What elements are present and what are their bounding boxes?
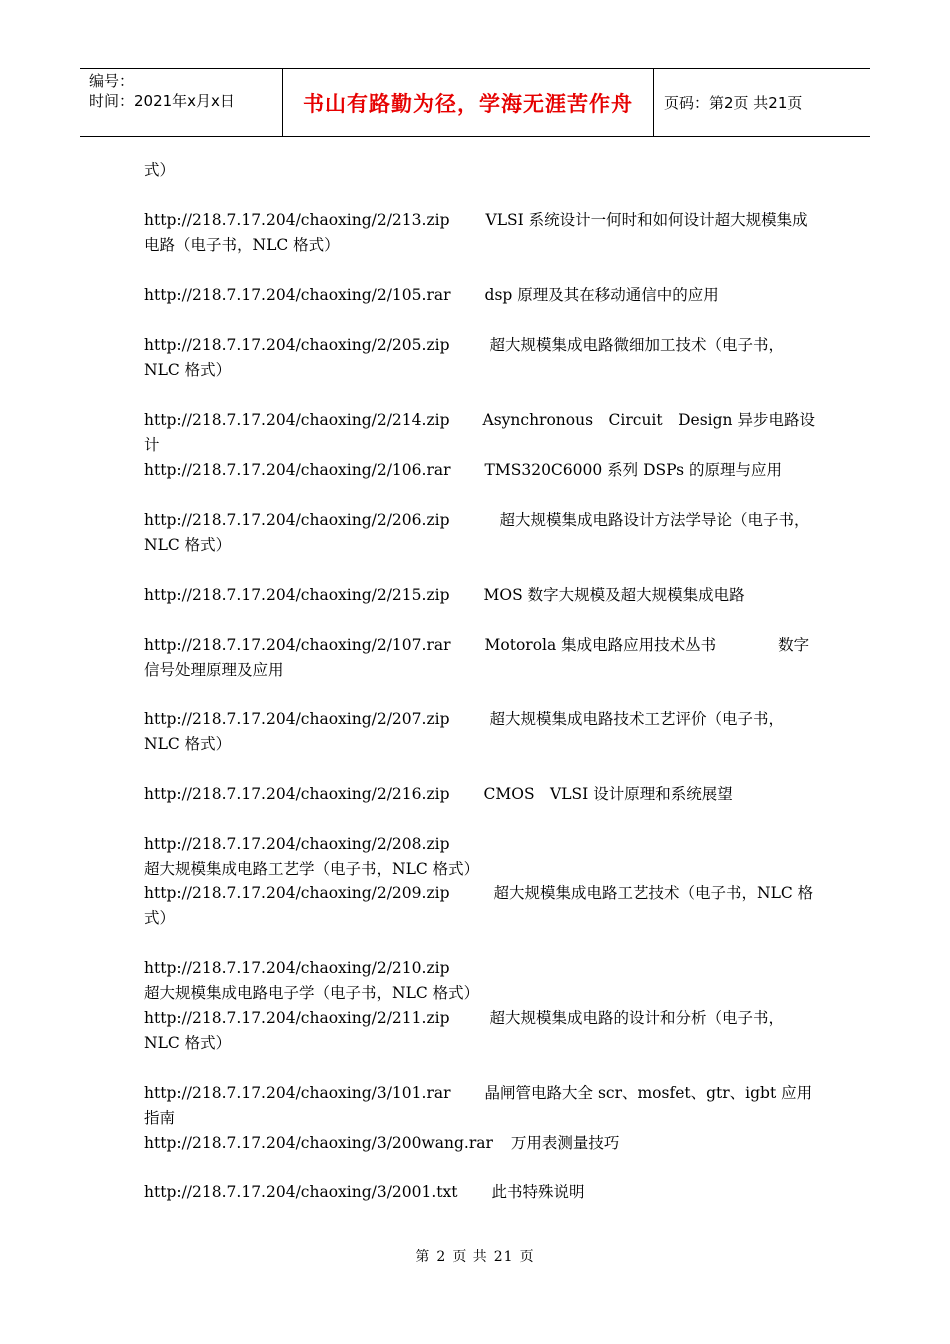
list-item <box>144 1180 816 1205</box>
footer-page-total: 21 <box>493 1249 514 1265</box>
footer-page-prefix: 第 <box>415 1249 431 1265</box>
list-item <box>144 333 816 383</box>
entry-title: 晶闸管电路大全 scr、mosfet、gtr、igbt 应用指南 <box>144 1084 813 1127</box>
entry-url[interactable]: http://218.7.17.204/chaoxing/2/213.zip <box>144 211 450 229</box>
entry-url[interactable]: http://218.7.17.204/chaoxing/3/200wang.rar <box>144 1134 493 1152</box>
entry-url[interactable]: http://218.7.17.204/chaoxing/3/2001.txt <box>144 1183 458 1201</box>
list-item <box>144 1131 816 1156</box>
entry-url[interactable]: http://218.7.17.204/chaoxing/2/107.rar <box>144 636 451 654</box>
entry-title: 此书特殊说明 <box>491 1183 585 1201</box>
entry-title: 超大规模集成电路工艺学（电子书，NLC 格式） <box>144 860 480 878</box>
page-header <box>80 68 870 137</box>
list-item <box>144 956 816 1006</box>
entry-url[interactable]: http://218.7.17.204/chaoxing/2/205.zip <box>144 336 450 354</box>
entry-url[interactable]: http://218.7.17.204/chaoxing/2/105.rar <box>144 286 451 304</box>
footer-page-mid: 页 共 <box>452 1249 488 1265</box>
list-item <box>144 208 816 258</box>
footer-page-number: 2 <box>436 1249 447 1265</box>
entry-title: Asynchronous Circuit Design 异步电路设计 <box>144 411 815 454</box>
list-item <box>144 633 816 683</box>
list-item <box>144 458 816 483</box>
entry-url[interactable]: http://218.7.17.204/chaoxing/3/101.rar <box>144 1084 451 1102</box>
entry-url[interactable]: http://218.7.17.204/chaoxing/2/210.zip <box>144 959 450 977</box>
entry-title: 超大规模集成电路设计方法学导论（电子书，NLC 格式） <box>144 511 810 554</box>
entry-url[interactable]: http://218.7.17.204/chaoxing/2/216.zip <box>144 785 450 803</box>
entry-url[interactable]: http://218.7.17.204/chaoxing/2/214.zip <box>144 411 450 429</box>
document-number-label: 编号： <box>89 72 135 90</box>
list-item <box>144 832 816 882</box>
list-item <box>144 283 816 308</box>
entry-title: MOS 数字大规模及超大规模集成电路 <box>483 586 745 604</box>
continued-text: 式） <box>144 161 176 179</box>
list-item <box>144 508 816 558</box>
entry-url[interactable]: http://218.7.17.204/chaoxing/2/215.zip <box>144 586 450 604</box>
list-item <box>144 408 816 458</box>
list-item <box>144 1081 816 1131</box>
list-item <box>144 1006 816 1056</box>
entry-title: 超大规模集成电路的设计和分析（电子书，NLC 格式） <box>144 1009 785 1052</box>
header-meta <box>80 69 282 136</box>
entry-title: 超大规模集成电路电子学（电子书，NLC 格式） <box>144 984 480 1002</box>
header-motto: 书山有路勤为径，学海无涯苦作舟 <box>303 91 633 116</box>
entry-title: CMOS VLSI 设计原理和系统展望 <box>483 785 733 803</box>
header-motto-cell <box>282 69 654 136</box>
entry-title: dsp 原理及其在移动通信中的应用 <box>484 286 719 304</box>
entry-url[interactable]: http://218.7.17.204/chaoxing/2/209.zip <box>144 884 450 902</box>
entry-url[interactable]: http://218.7.17.204/chaoxing/2/208.zip <box>144 835 450 853</box>
document-time-label: 时间：2021年x月x日 <box>89 92 235 110</box>
list-item <box>144 583 816 608</box>
list-item <box>144 881 816 931</box>
list-item <box>144 707 816 757</box>
header-page-info-cell <box>654 69 870 136</box>
entry-url[interactable]: http://218.7.17.204/chaoxing/2/106.rar <box>144 461 451 479</box>
entry-title: TMS320C6000 系列 DSPs 的原理与应用 <box>484 461 783 479</box>
list-item <box>144 782 816 807</box>
entry-title: 超大规模集成电路技术工艺评价（电子书，NLC 格式） <box>144 710 785 753</box>
page-footer <box>0 1246 950 1266</box>
entry-title: VLSI 系统设计一何时和如何设计超大规模集成电路（电子书，NLC 格式） <box>144 211 808 254</box>
entry-url[interactable]: http://218.7.17.204/chaoxing/2/211.zip <box>144 1009 450 1027</box>
footer-page-suffix: 页 <box>519 1249 535 1265</box>
entry-url[interactable]: http://218.7.17.204/chaoxing/2/207.zip <box>144 710 450 728</box>
header-page-info: 页码：第2页 共21页 <box>664 94 803 112</box>
entry-title: 万用表测量技巧 <box>510 1134 620 1152</box>
entry-title: 超大规模集成电路工艺技术（电子书，NLC 格式） <box>144 884 814 927</box>
entry-url[interactable]: http://218.7.17.204/chaoxing/2/206.zip <box>144 511 450 529</box>
entry-title: Motorola 集成电路应用技术丛书 数字信号处理原理及应用 <box>144 636 810 679</box>
entry-title: 超大规模集成电路微细加工技术（电子书，NLC 格式） <box>144 336 785 379</box>
